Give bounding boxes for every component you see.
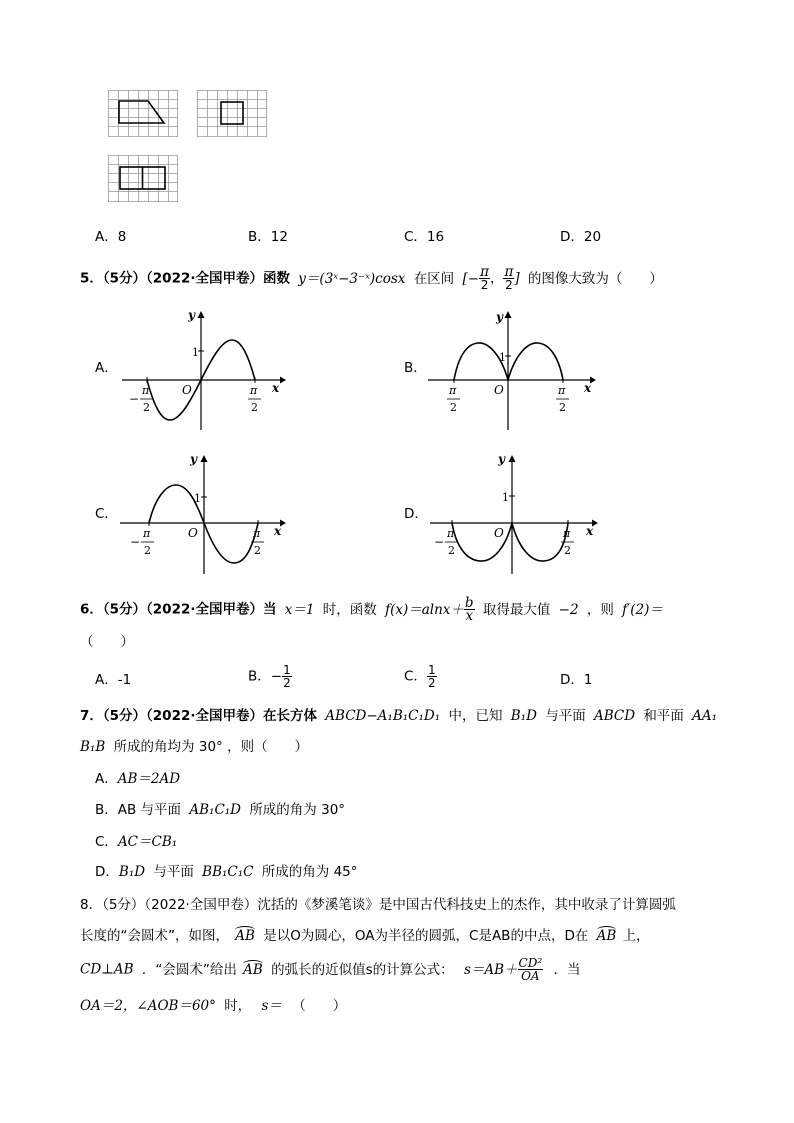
q7-plane-abcd: ABCD (594, 708, 636, 724)
q6-option-d[interactable]: D．1 (560, 672, 593, 688)
q5-comma: ， (489, 270, 504, 287)
q6-frac-den: x (465, 608, 474, 624)
q8-line3 (80, 957, 580, 982)
graph-a-x-label: x (272, 381, 280, 395)
q6-mid2: 取得最大值 (482, 601, 551, 618)
q6-option-c-den: 2 (427, 676, 436, 690)
top-view-grid (108, 155, 178, 202)
graph-b-origin: O (494, 383, 504, 397)
q7-option-a-prefix: A． (95, 771, 118, 787)
q8-line2-b: 是以O为圆心，OA为半径的圆弧，C是AB的中点，D在 (263, 928, 589, 944)
graph-c-right-two: 2 (254, 544, 261, 557)
q6-option-c-num: 1 (427, 663, 436, 677)
q5-stem (80, 266, 663, 291)
q5-graph-c[interactable] (118, 450, 288, 580)
graph-a-right-two: 2 (251, 401, 258, 414)
q8-perp: CD⊥AB (80, 961, 134, 978)
q7-option-c-math: AC＝CB₁ (117, 834, 178, 850)
q8-arc-ab: AB (235, 928, 255, 944)
q5-frac-den: 2 (480, 278, 489, 292)
q7-option-a-math: AB＝2AD (117, 771, 181, 787)
graph-c-x-label: x (274, 524, 282, 538)
q7-option-c-prefix: C． (95, 834, 118, 850)
q7-option-d[interactable] (95, 864, 358, 880)
q7-mid3: 和平面 (643, 708, 684, 724)
graph-b-y-label: y (496, 310, 503, 324)
q8-line3-c: 的弧长的近似值s的计算公式： (271, 961, 454, 978)
graph-b-right-pi: π (558, 384, 566, 397)
q7-option-d-tail: 所成的角为 45° (261, 864, 358, 880)
q8-line3-b: ．“会圆术”给出 (141, 961, 237, 978)
graph-b-left-two: 2 (450, 401, 457, 414)
q5-graph-a[interactable] (118, 306, 288, 436)
q5-frac2-den: 2 (505, 278, 513, 292)
q7-option-b-math: AB₁C₁D (189, 802, 242, 818)
q8-line2 (80, 928, 650, 944)
q4-option-b[interactable]: B．12 (248, 229, 288, 245)
q7-mid1: 中，已知 (448, 708, 503, 724)
graph-a-right-pi: π (250, 384, 258, 397)
q8-formula: s＝AB＋ (463, 961, 518, 978)
q6-condition: x＝1 (284, 601, 315, 618)
q7-b1d: B₁D (510, 708, 537, 724)
q4-option-d[interactable]: D．20 (560, 229, 602, 245)
q5-interval-open: [− (462, 270, 480, 287)
q7-option-d-prefix: D． (95, 864, 119, 880)
q8-given: OA＝2，∠AOB＝60° (80, 998, 216, 1014)
graph-a-left-pi: π (142, 384, 150, 397)
q7-option-b-tail: 所成的角为 30° (249, 802, 346, 818)
q6-option-a[interactable]: A．-1 (95, 672, 132, 688)
graph-a-left-two: 2 (143, 401, 150, 414)
graph-a-origin: O (182, 383, 192, 397)
q7-option-c[interactable] (95, 834, 177, 850)
q7-option-b-prefix: B．AB 与平面 (95, 802, 182, 818)
q8-formula-frac (518, 957, 544, 982)
q7-option-d-math1: B₁D (118, 864, 146, 880)
graph-d-origin: O (494, 526, 504, 540)
q8-arc-ab-2: AB (596, 928, 617, 944)
q8-line2-a: 长度的“会圆术”，如图， (80, 928, 229, 944)
q6-option-b-num: 1 (283, 663, 291, 677)
graph-a-y-label: y (188, 308, 195, 322)
graph-b-left-pi: π (449, 384, 457, 397)
graph-c-left-pi: π (143, 527, 151, 540)
q8-line2-c: 上， (622, 928, 650, 944)
graph-d-left-pi: π (447, 527, 455, 540)
q7-line2-tail: 所成的角均为 30° ，则（ ） (113, 739, 309, 755)
q7-solid: ABCD−A₁B₁C₁D₁ (325, 708, 441, 724)
q8-line1-text: 8．（5分）（2022·全国甲卷）沈括的《梦溪笔谈》是中国古代科技史上的杰作，其中收录了计算圆弧 (80, 897, 676, 913)
graph-c-minus: − (130, 535, 141, 549)
graph-d-right-two: 2 (564, 544, 571, 557)
graph-c-one: 1 (194, 492, 201, 505)
q6-paren: （ ） (80, 634, 134, 650)
q5-interval-right-frac (503, 266, 514, 291)
q7-aa1: AA₁ (692, 708, 718, 724)
q4-option-c[interactable]: C．16 (404, 229, 445, 245)
q6-mid1: 时，函数 (322, 601, 377, 618)
graph-d-right-pi: π (563, 527, 571, 540)
q5-interval-left-frac (479, 266, 490, 291)
q5-frac2-num: π (504, 264, 514, 280)
q8-line4 (80, 998, 346, 1014)
q5-function: y＝(3ˣ−3⁻ˣ)cosx (298, 270, 406, 287)
q8-paren: （ ） (292, 998, 347, 1014)
graph-c-origin: O (188, 526, 198, 540)
q6-option-b-den: 2 (283, 676, 291, 690)
q8-line3-d: ．当 (553, 961, 581, 978)
q6-option-c-prefix: C． (404, 668, 427, 685)
q6-option-b-prefix: B．− (248, 668, 283, 685)
q5-label-a[interactable]: A． (95, 360, 118, 376)
q7-option-a[interactable] (95, 771, 180, 787)
graph-d-left-two: 2 (448, 544, 455, 557)
q7-option-d-math2: BB₁C₁C (202, 864, 254, 880)
graph-b-x-label: x (584, 381, 592, 395)
graph-d-minus: − (434, 535, 445, 549)
q7-b1b: B₁B (80, 739, 106, 755)
q5-label-c[interactable]: C． (95, 506, 118, 522)
q7-mid2: 与平面 (545, 708, 586, 724)
graph-a-one: 1 (192, 346, 199, 359)
graph-d-x-label: x (586, 524, 594, 538)
q5-tail: 的图像大致为（ ） (527, 270, 663, 287)
q5-interval-close: ] (514, 270, 520, 287)
q5-graph-d[interactable] (428, 450, 603, 580)
graph-a-minus: − (129, 392, 140, 406)
q7-stem-line2 (80, 739, 308, 755)
q7-head: 7．（5分）（2022·全国甲卷）在长方体 (80, 708, 317, 724)
q6-frac-num: b (464, 595, 474, 611)
graph-d-y-label: y (498, 452, 505, 466)
q8-line4-b: 时， (224, 998, 252, 1014)
q8-line1 (80, 897, 676, 913)
q6-head: 6．（5分）（2022·全国甲卷）当 (80, 601, 277, 618)
q6-max-value: −2 (558, 601, 579, 618)
graph-c-right-pi: π (253, 527, 261, 540)
q7-option-b[interactable] (95, 802, 345, 818)
q8-formula-num: CD² (518, 956, 543, 970)
graph-d-one: 1 (502, 491, 509, 504)
q7-stem-line1 (80, 708, 717, 724)
q7-option-d-mid: 与平面 (153, 864, 194, 880)
q5-mid-text: 在区间 (413, 270, 455, 287)
q6-mid3: ，则 (586, 601, 614, 618)
q5-graph-b[interactable] (426, 306, 601, 436)
q8-arc-ab-3: AB (243, 961, 263, 978)
q5-label-d[interactable]: D． (404, 506, 428, 522)
q6-derivative: f′(2)＝ (622, 601, 663, 618)
q5-frac-num: π (480, 264, 489, 280)
q5-label-b[interactable]: B． (404, 360, 427, 376)
q6-function: f(x)＝alnx＋ (385, 601, 464, 618)
side-view-grid (197, 90, 267, 137)
q6-option-b-frac (282, 664, 292, 689)
graph-c-y-label: y (190, 452, 197, 466)
q6-option-c-frac (427, 664, 437, 689)
q6-stem (80, 597, 663, 622)
q5-head: 5．（5分）（2022·全国甲卷）函数 (80, 270, 290, 287)
graph-b-right-two: 2 (559, 401, 566, 414)
q6-option-b[interactable] (248, 664, 292, 689)
q6-option-c[interactable] (404, 664, 437, 689)
q8-s-eq: s＝ (261, 998, 282, 1014)
front-view-grid (108, 90, 178, 137)
q6-b-over-x (464, 597, 475, 622)
graph-c-left-two: 2 (144, 544, 151, 557)
graph-b-one: 1 (499, 351, 506, 364)
q4-option-a[interactable]: A．8 (95, 229, 127, 245)
q8-formula-den: OA (521, 969, 540, 983)
